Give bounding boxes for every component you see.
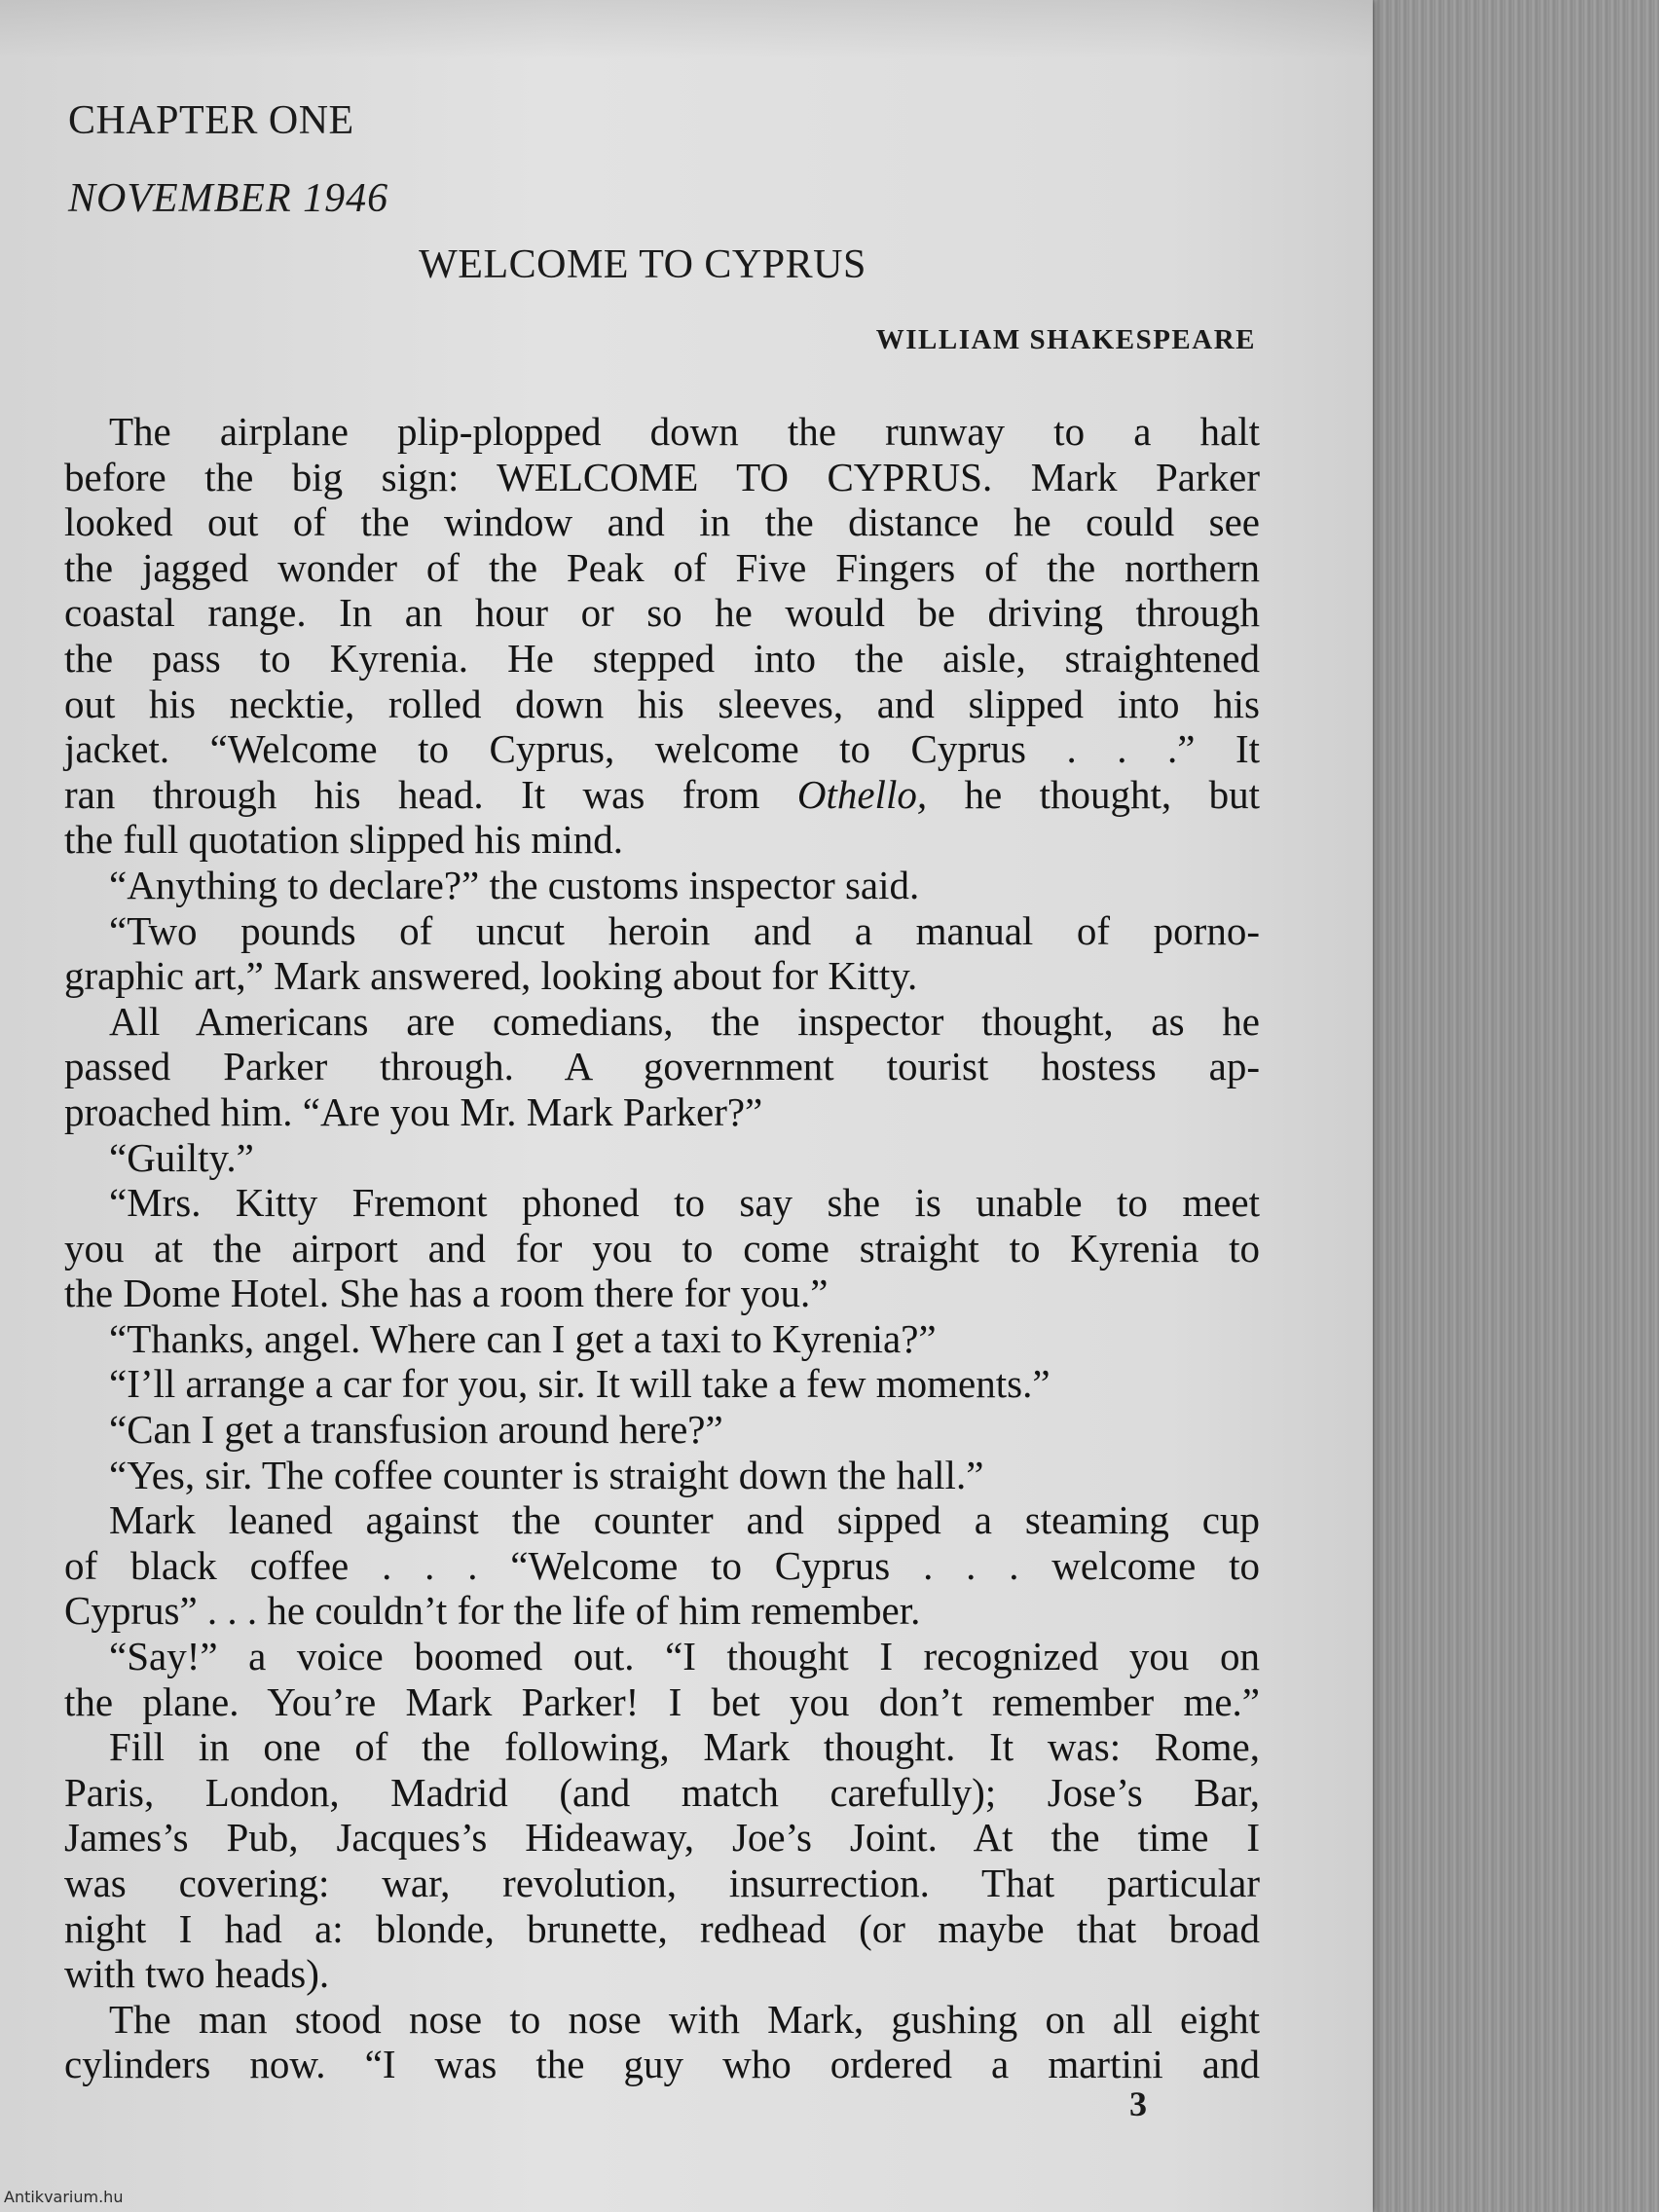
section-title: WELCOME TO CYPRUS: [419, 242, 866, 287]
text-line: was covering: war, revolution, insurrection. That particular: [64, 1861, 1260, 1905]
text-line: “Thanks, angel. Where can I get a taxi to Kyrenia?”: [109, 1315, 937, 1361]
text-line: Mark leaned against the counter and sipped a steaming cup: [109, 1497, 1260, 1543]
text-line: graphic art,” Mark answered, looking about for Kitty.: [64, 953, 918, 999]
text-line: jacket. “Welcome to Cyprus, welcome to Cyprus . . .” It: [64, 726, 1260, 772]
text-line: All Americans are comedians, the inspector thought, as he: [109, 998, 1260, 1044]
text-line: the Dome Hotel. She has a room there for you.”: [64, 1271, 829, 1316]
text-line: proached him. “Are you Mr. Mark Parker?”: [64, 1088, 763, 1134]
text-line: “Mrs. Kitty Fremont phoned to say she is unable to meet: [109, 1180, 1260, 1226]
text-line: coastal range. In an hour or so he would be driving through: [64, 590, 1260, 636]
show-through-text: [0, 0, 1373, 58]
text-line: looked out of the window and in the distance he could see: [64, 499, 1260, 545]
text-line: before the big sign: WELCOME TO CYPRUS. Mark Parker: [64, 454, 1260, 499]
text-line: you at the airport and for you to come straight to Kyrenia to: [64, 1225, 1260, 1271]
text-line: the pass to Kyrenia. He stepped into the aisle, straightened: [64, 635, 1260, 681]
text-line: ran through his head. It was from Othello, he thought, but: [64, 771, 1260, 817]
text-line: “Yes, sir. The coffee counter is straight down the hall.”: [109, 1452, 984, 1497]
text-line: out his necktie, rolled down his sleeves, and slipped into his: [64, 681, 1260, 726]
date-heading: NOVEMBER 1946: [68, 176, 389, 221]
text-line: “Two pounds of uncut heroin and a manual of porno-: [109, 907, 1260, 953]
text-line: “Say!” a voice boomed out. “I thought I recognized you on: [109, 1634, 1260, 1679]
text-line: “Can I get a transfusion around here?”: [109, 1407, 723, 1453]
text-line: the plane. You’re Mark Parker! I bet you don’t remember me.”: [64, 1678, 1260, 1724]
epigraph-author: WILLIAM SHAKESPEARE: [875, 324, 1256, 355]
chapter-heading: CHAPTER ONE: [68, 98, 354, 143]
background-surface: [1373, 0, 1659, 2212]
text-line: “Anything to declare?” the customs inspector said.: [109, 862, 920, 907]
text-line: the full quotation slipped his mind.: [64, 817, 623, 863]
text-line: of black coffee . . . “Welcome to Cyprus . . . welcome to: [64, 1542, 1260, 1588]
text-line: Fill in one of the following, Mark thought. It was: Rome,: [109, 1724, 1260, 1770]
page-number: 3: [1129, 2084, 1147, 2123]
text-line: the jagged wonder of the Peak of Five Fingers of the northern: [64, 544, 1260, 590]
text-line: The man stood nose to nose with Mark, gushing on all eight: [109, 1996, 1260, 2042]
watermark: Antikvarium.hu: [4, 2188, 124, 2206]
text-line: Cyprus” . . . he couldn’t for the life of him remember.: [64, 1588, 921, 1634]
text-line: Paris, London, Madrid (and match carefully); Jose’s Bar,: [64, 1769, 1260, 1815]
body-text: [64, 409, 1260, 2087]
text-line: “Guilty.”: [109, 1134, 254, 1180]
text-line: night I had a: blonde, brunette, redhead (or maybe that broad: [64, 1905, 1260, 1951]
text-line: James’s Pub, Jacques’s Hideaway, Joe’s Joint. At the time I: [64, 1815, 1260, 1861]
text-line: with two heads).: [64, 1951, 330, 1997]
text-line: “I’ll arrange a car for you, sir. It will take a few moments.”: [109, 1361, 1051, 1407]
text-line: passed Parker through. A government tourist hostess ap-: [64, 1044, 1260, 1089]
text-line: cylinders now. “I was the guy who ordered a martini and: [64, 2042, 1260, 2087]
text-line: The airplane plip-plopped down the runway to a halt: [109, 409, 1260, 454]
